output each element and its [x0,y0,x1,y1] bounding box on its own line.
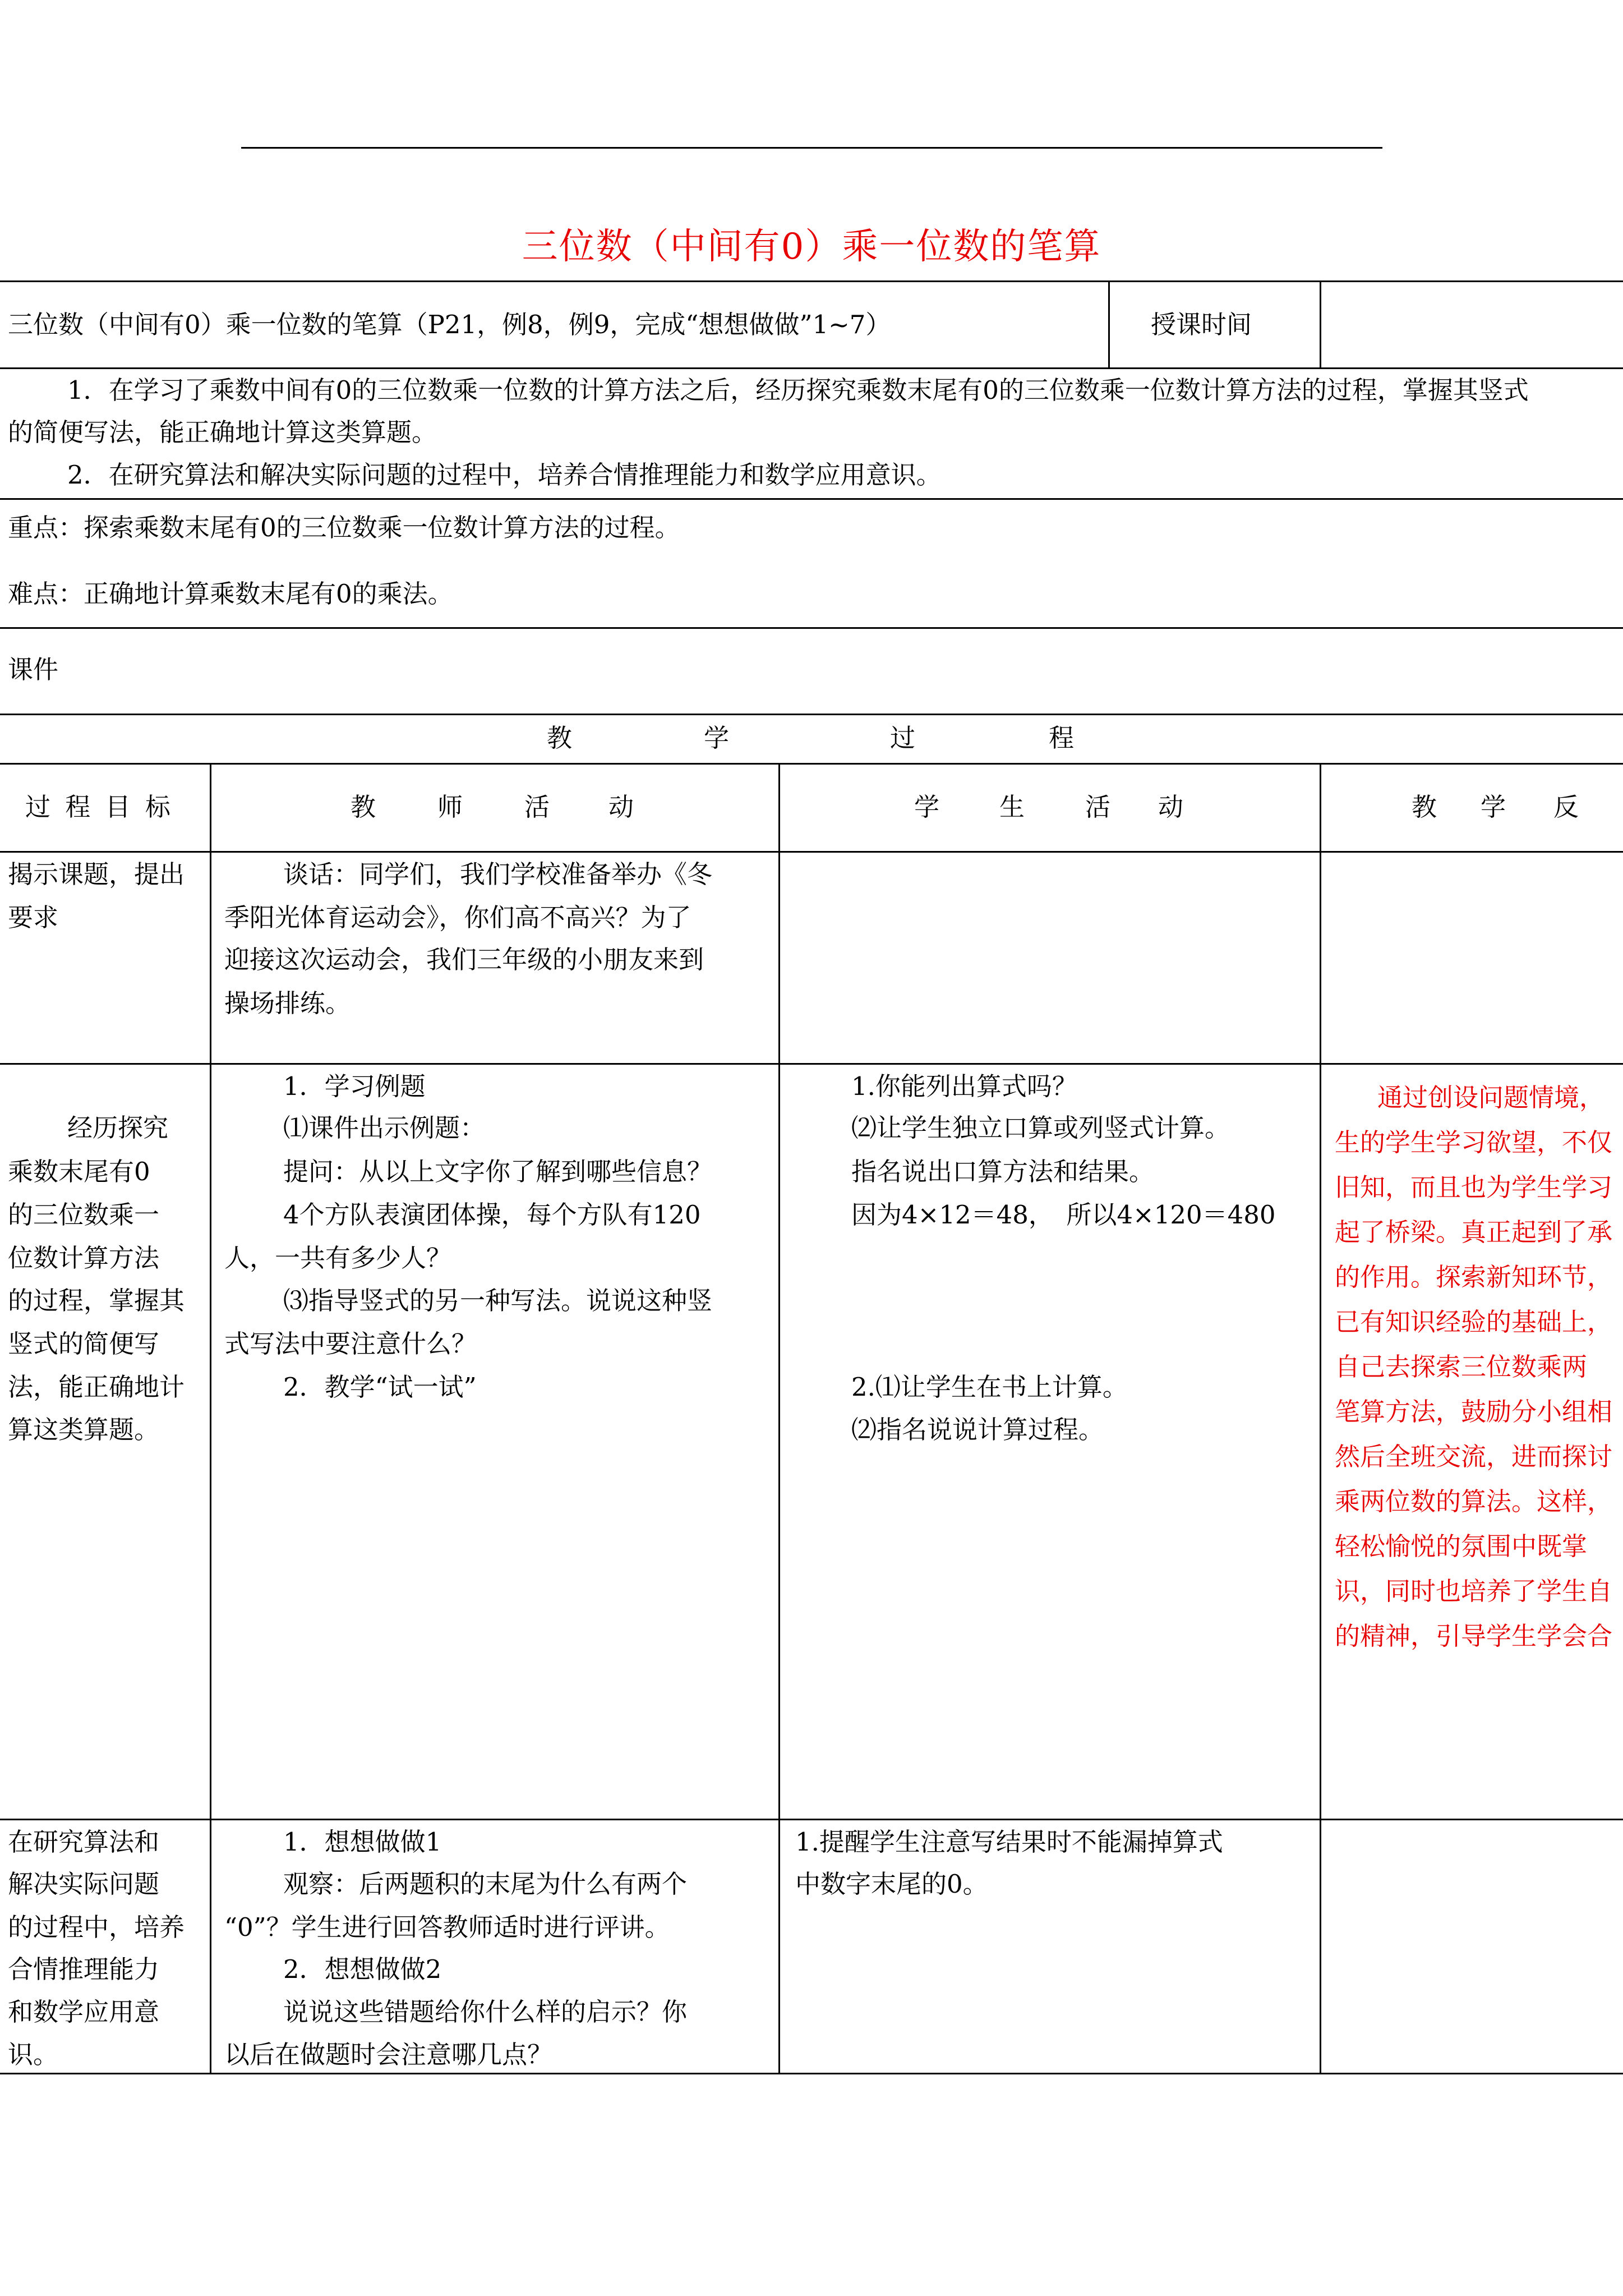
row-teacher-line: 说说这些错题给你什么样的启示？你 [283,1997,688,2027]
col-header-teacher-char: 教 [351,792,376,822]
column-divider [210,763,211,2073]
col-header-reflection-char: 学 [1481,792,1506,822]
reflection-line: 通过创设问题情境， [1377,1083,1605,1112]
process-header-char: 过 [890,723,916,753]
row-teacher-line: 提问：从以上文字你了解到哪些信息？ [283,1157,713,1186]
goal-line: 的简便写法，能正确地计算这类算题。 [8,417,437,447]
row-teacher-line: 以后在做题时会注意哪几点？ [224,2040,553,2069]
row-student-line: 因为4×12＝48， 所以4×120＝480 [851,1200,1276,1230]
row-goal-line: 竖式的简便写 [8,1329,160,1359]
row-goal-line: 揭示课题，提出 [8,859,185,889]
difficulty: 难点：正确地计算乘数末尾有0的乘法。 [8,579,453,609]
row-goal-line: 位数计算方法 [8,1243,160,1273]
reflection-line: 轻松愉悦的氛围中既掌 [1335,1531,1588,1561]
row-goal-line: 算这类算题。 [8,1415,160,1444]
row-goal-line: 识。 [8,2040,59,2069]
goal-line: 2．在研究算法和解决实际问题的过程中，培养合情推理能力和数学应用意识。 [67,460,942,490]
col-header-teacher-char: 动 [608,792,634,822]
reflection-line: 的精神，引导学生学会合 [1335,1621,1613,1651]
col-header-teacher-char: 活 [524,792,550,822]
row-divider [0,498,1623,500]
row-divider [0,714,1623,715]
lesson-topic: 三位数（中间有0）乘一位数的笔算（P21，例8，例9，完成“想想做做”1~7） [8,310,891,339]
row-goal-line: 法，能正确地计 [8,1372,185,1402]
row-teacher-line: 谈话：同学们，我们学校准备举办《冬 [283,859,713,889]
col-header-goal: 过 程 目 标 [25,792,174,822]
row-teacher-line: 1．想想做做1 [283,1827,442,1857]
row-teacher-line: 1．学习例题 [283,1071,426,1101]
col-header-reflection-char: 教 [1412,792,1437,822]
row-teacher-line: 季阳光体育运动会》，你们高不高兴？为了 [224,903,691,932]
row-teacher-line: 2．教学“试一试” [283,1372,477,1402]
row-goal-line: 的过程，掌握其 [8,1286,185,1315]
cell-divider [1320,280,1321,367]
row-student-line: 1.提醒学生注意写结果时不能漏掉算式 [795,1827,1223,1857]
col-header-reflection-char: 反 [1553,792,1579,822]
cell-divider [1108,280,1110,367]
row-goal-line: 要求 [8,903,59,932]
reflection-line: 的作用。探索新知环节， [1335,1262,1613,1292]
row-goal-line: 的三位数乘一 [8,1200,160,1230]
row-goal-line: 的过程中，培养 [8,1912,185,1942]
row-teacher-line: 操场排练。 [224,988,351,1018]
row-teacher-line: 迎接这次运动会，我们三年级的小朋友来到 [224,945,704,974]
header-rule [241,147,1382,149]
reflection-line: 旧知，而且也为学生学习 [1335,1172,1613,1202]
process-header-char: 程 [1049,723,1075,753]
reflection-line: 识，同时也培养了学生自 [1335,1576,1613,1606]
row-teacher-line: 2．想想做做2 [283,1954,442,1984]
column-divider [778,763,780,2073]
goal-line: 1．在学习了乘数中间有0的三位数乘一位数的计算方法之后，经历探究乘数末尾有0的三位数乘一位数计算方法的过程，掌握其竖式 [67,375,1529,405]
teaching-prep: 课件 [8,655,59,684]
row-student-line: 2.⑴让学生在书上计算。 [851,1372,1128,1402]
row-goal-line: 解决实际问题 [8,1869,160,1899]
row-goal-line: 和数学应用意 [8,1997,160,2027]
row-divider [0,627,1623,629]
row-goal-line: 合情推理能力 [8,1954,160,1984]
key-point: 重点：探索乘数末尾有0的三位数乘一位数计算方法的过程。 [8,513,680,542]
row-student-line: 中数字末尾的0。 [795,1869,988,1899]
col-header-student-char: 活 [1085,792,1111,822]
row-teacher-line: ⑴课件出示例题： [283,1113,486,1143]
reflection-line: 已有知识经验的基础上， [1335,1307,1613,1337]
row-goal-line: 乘数末尾有0 [8,1157,150,1186]
row-goal-line: 经历探究 [67,1113,169,1143]
table-top-border [0,280,1623,282]
process-header-char: 学 [704,723,730,753]
row-teacher-line: “0”？学生进行回答教师适时进行评讲。 [224,1912,670,1942]
row-teacher-line: ⑶指导竖式的另一种写法。说说这种竖 [283,1286,713,1315]
row-student-line: 1.你能列出算式吗？ [851,1071,1077,1101]
row-divider [0,763,1623,765]
row-teacher-line: 4个方队表演团体操，每个方队有120 [283,1200,701,1230]
process-header-char: 教 [547,723,573,753]
reflection-line: 起了桥梁。真正起到了承 [1335,1217,1613,1247]
row-goal-line: 在研究算法和 [8,1827,160,1857]
col-header-teacher-char: 师 [437,792,463,822]
reflection-line: 生的学生学习欲望，不仅 [1335,1128,1613,1157]
col-header-student-char: 学 [914,792,940,822]
reflection-line: 乘两位数的算法。这样， [1335,1487,1613,1516]
page-title: 三位数（中间有0）乘一位数的笔算 [522,226,1101,268]
row-teacher-line: 观察：后两题积的末尾为什么有两个 [283,1869,688,1899]
reflection-line: 笔算方法，鼓励分小组相 [1335,1397,1613,1427]
reflection-line: 自己去探索三位数乘两 [1335,1352,1588,1382]
row-teacher-line: 式写法中要注意什么？ [224,1329,477,1359]
row-student-line: ⑵指名说说计算过程。 [851,1415,1104,1444]
row-student-line: ⑵让学生独立口算或列竖式计算。 [851,1113,1230,1143]
reflection-line: 然后全班交流，进而探讨 [1335,1442,1613,1471]
lesson-time-label: 授课时间 [1151,310,1252,339]
col-header-student-char: 生 [999,792,1025,822]
row-student-line: 指名说出口算方法和结果。 [851,1157,1155,1186]
reflection-cell [1321,1065,1623,1816]
row-teacher-line: 人，一共有多少人？ [224,1243,452,1273]
row-divider [0,851,1623,853]
col-header-student-char: 动 [1158,792,1184,822]
